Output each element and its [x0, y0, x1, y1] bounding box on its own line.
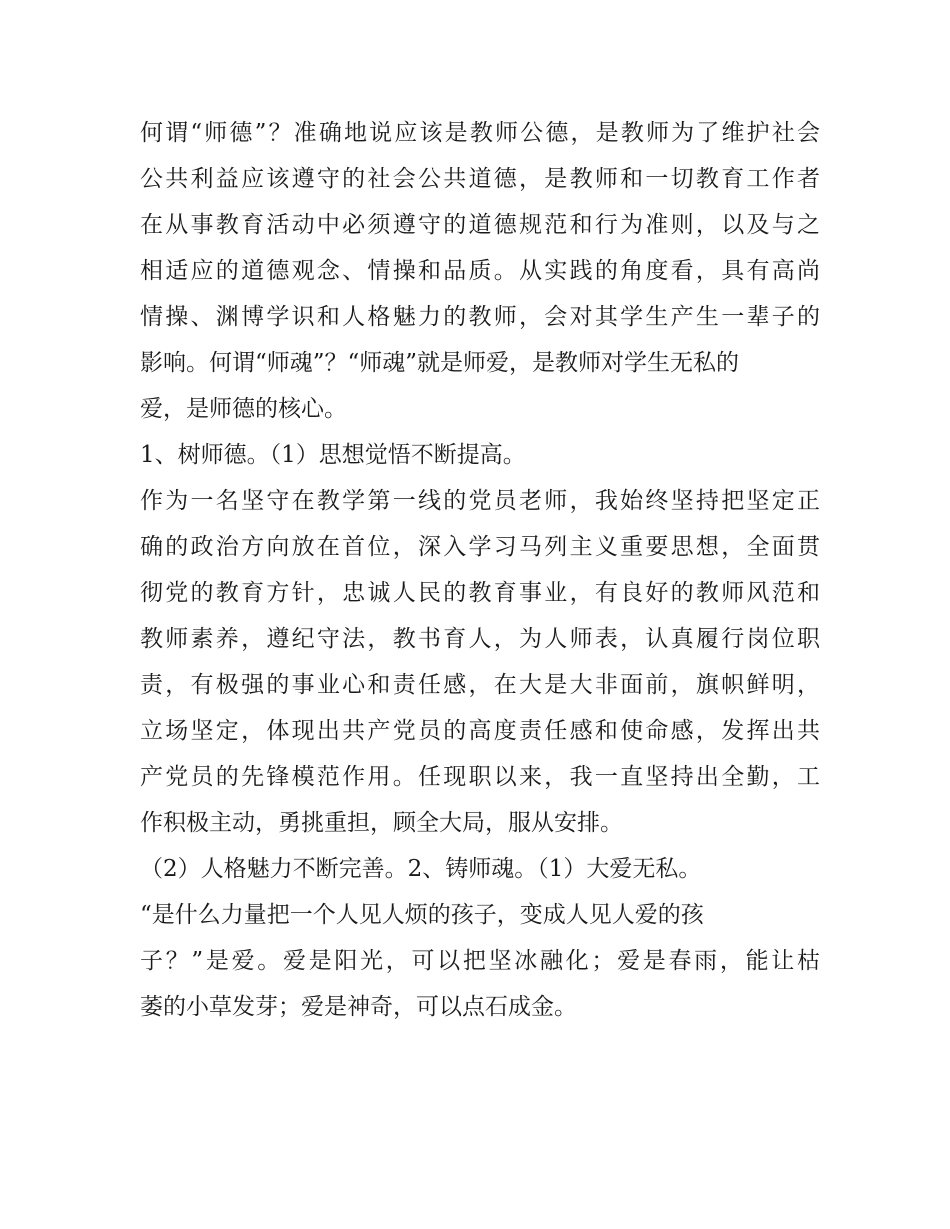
text-line-11: 彻党的教育方针，忠诚人民的教育事业，有良好的教师风范和 — [140, 580, 820, 606]
text-line-8: 1、树师德。（1）思想觉悟不断提高。 — [140, 442, 526, 468]
text-line-3: 在从事教育活动中必须遵守的道德规范和行为准则，以及与之 — [140, 212, 820, 238]
text-line-20: 萎的小草发芽；爱是神奇，可以点石成金。 — [140, 994, 577, 1020]
text-line-16: 作积极主动，勇挑重担，顾全大局，服从安排。 — [140, 810, 623, 836]
text-line-5: 情操、渊博学识和人格魅力的教师，会对其学生产生一辈子的 — [140, 304, 820, 330]
text-line-4: 相适应的道德观念、情操和品质。从实践的角度看，具有高尚 — [140, 258, 820, 284]
text-line-6: 影响。何谓“师魂”？“师魂”就是师爱，是教师对学生无私的 — [140, 350, 740, 376]
text-line-9: 作为一名坚守在教学第一线的党员老师，我始终坚持把坚定正 — [140, 488, 820, 514]
text-line-7: 爱，是师德的核心。 — [140, 396, 347, 422]
text-line-1: 何谓“师德”？准确地说应该是教师公德，是教师为了维护社会 — [140, 120, 820, 146]
text-line-17: （2）人格魅力不断完善。2、铸师魂。（1）大爱无私。 — [140, 856, 702, 882]
text-line-10: 确的政治方向放在首位，深入学习马列主义重要思想，全面贯 — [140, 534, 820, 560]
text-line-12: 教师素养，遵纪守法，教书育人，为人师表，认真履行岗位职 — [140, 626, 820, 652]
text-line-19: 子？”是爱。爱是阳光，可以把坚冰融化；爱是春雨，能让枯 — [140, 948, 820, 974]
document-body — [140, 110, 820, 1030]
text-line-14: 立场坚定，体现出共产党员的高度责任感和使命感，发挥出共 — [140, 718, 820, 744]
text-line-2: 公共利益应该遵守的社会公共道德，是教师和一切教育工作者 — [140, 166, 820, 192]
text-line-15: 产党员的先锋模范作用。任现职以来，我一直坚持出全勤，工 — [140, 764, 820, 790]
text-line-13: 责，有极强的事业心和责任感，在大是大非面前，旗帜鲜明， — [140, 672, 820, 698]
text-line-18: “是什么力量把一个人见人烦的孩子，变成人见人爱的孩 — [140, 902, 704, 928]
